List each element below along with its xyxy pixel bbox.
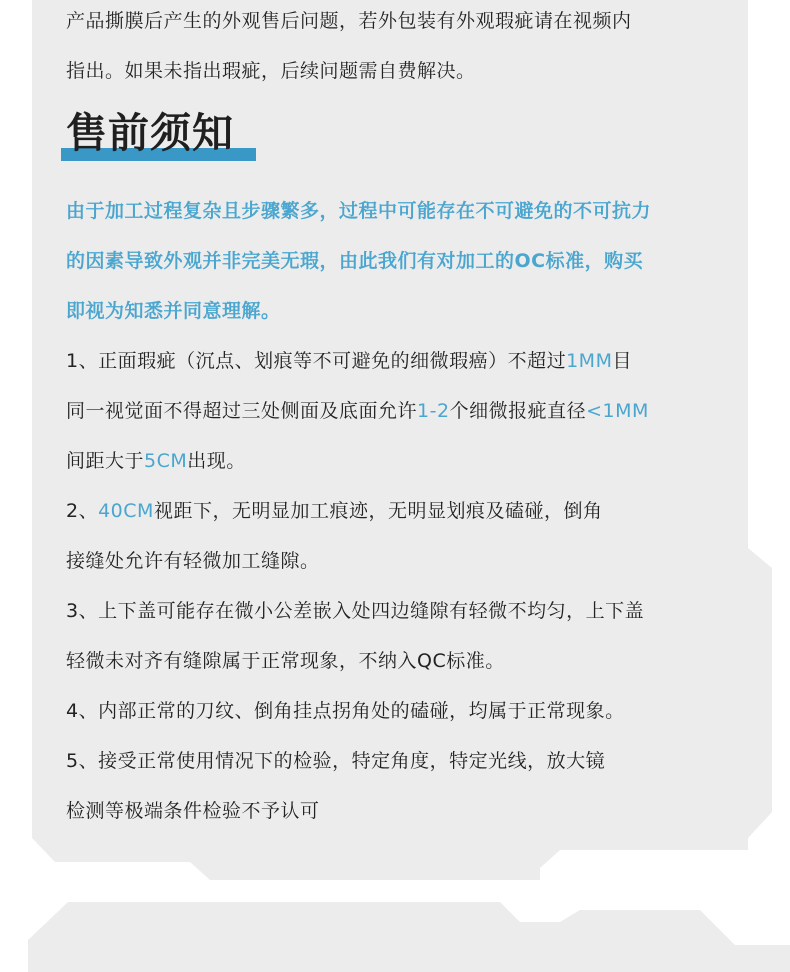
rule-1-text: 个细微报疵直径 (449, 400, 587, 422)
lead-line-3: 即视为知悉并同意理解。 (66, 300, 281, 322)
rule-5-line-2: 检测等极端条件检验不予认可 (66, 800, 320, 822)
rule-5-line-1: 5、接受正常使用情况下的检验，特定角度，特定光线，放大镜 (66, 750, 606, 772)
rule-4-line-1: 4、内部正常的刀纹、倒角挂点拐角处的磕碰，均属于正常现象。 (66, 700, 625, 722)
rule-1-value: 1MM (566, 350, 613, 372)
rule-2-text: 视距下，无明显加工痕迹，无明显划痕及磕碰，倒角 (153, 500, 603, 522)
rule-1-diameter: <1MM (586, 400, 649, 422)
rule-1-line-1 (66, 348, 632, 374)
section-title: 售前须知 (66, 109, 234, 157)
rule-2-number: 2、 (66, 500, 99, 522)
rule-1-text: 同一视觉面不得超过三处侧面及底面允许 (66, 400, 418, 422)
rule-1-distance: 5CM (144, 450, 188, 472)
rule-1-line-2 (66, 398, 649, 424)
rule-1-text: 间距大于 (66, 450, 145, 472)
rule-1-line-3 (66, 448, 246, 474)
rule-3-line-2: 轻微未对齐有缝隙属于正常现象，不纳入QC标准。 (66, 650, 505, 672)
rule-1-text: 出现。 (187, 450, 246, 472)
intro-line-1: 产品撕膜后产生的外观售后问题，若外包装有外观瑕疵请在视频内 (66, 10, 632, 32)
lead-line-2: 的因素导致外观并非完美无瑕，由此我们有对加工的OC标准，购买 (66, 250, 644, 272)
lead-line-1: 由于加工过程复杂且步骤繁多，过程中可能存在不可避免的不可抗力 (66, 200, 652, 222)
lower-panel-shape (28, 902, 790, 972)
intro-line-2: 指出。如果未指出瑕疵，后续问题需自费解决。 (66, 60, 476, 82)
rule-1-text: 1、正面瑕疵（沉点、划痕等不可避免的细微瑕癌）不超过 (66, 350, 567, 372)
rule-2-line-2: 接缝处允许有轻微加工缝隙。 (66, 550, 320, 572)
rule-2-distance: 40CM (98, 500, 154, 522)
rule-1-text-end: 目 (612, 350, 632, 372)
rule-2-line-1 (66, 498, 602, 524)
rule-3-line-1: 3、上下盖可能存在微小公差嵌入处四边缝隙有轻微不均匀，上下盖 (66, 600, 645, 622)
rule-1-count: 1-2 (417, 400, 450, 422)
